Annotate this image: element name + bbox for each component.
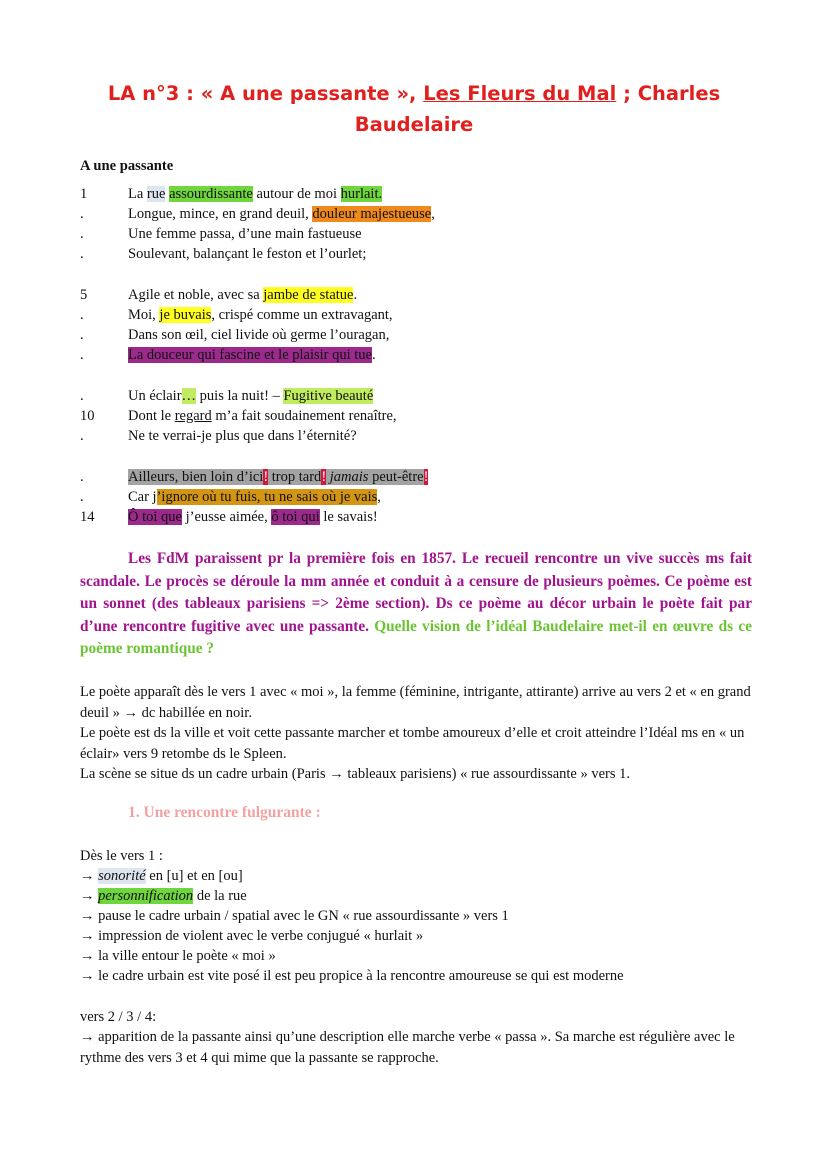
paragraph-3: La scène se situe ds un cadre urbain (Paris → tableaux parisiens) « rue assourdissante » vers 1. <box>80 766 631 782</box>
text-segment: Une femme passa, d’une main fastueuse <box>128 226 362 242</box>
text-segment: , <box>377 489 381 505</box>
highlighted-segment: rue <box>146 186 166 202</box>
bullet-violent: → impression de violent avec le verbe conjugué « hurlait » <box>80 928 424 944</box>
bullet-sonorite <box>80 866 770 887</box>
line-number: 5 <box>80 287 88 303</box>
bullet-personnification <box>80 886 770 907</box>
line-number: 10 <box>80 408 95 424</box>
highlighted-segment: ! <box>263 469 269 485</box>
line-text <box>128 345 376 365</box>
title-book: Les Fleurs du Mal <box>423 82 617 105</box>
title-part1: LA n°3 : « A une passante », <box>107 82 424 105</box>
poem-line <box>80 467 780 487</box>
highlighted-segment: Ô toi que <box>128 509 182 525</box>
intro-text: Les FdM paraissent pr la première fois en 1857. Le recueil rencontre un vive succès ms fait scandale. Le procès se déroule la mm année et conduit à a censure de plusieurs poèmes. Ce poème est un sonnet (des tableaux parisiens => 2ème section). Ds ce poème au décor urbain le poète fait par d’une rencontre fugitive avec une passante. <box>80 550 752 635</box>
section-title: 1. Une rencontre fulgurante : <box>128 804 321 821</box>
text-segment: Dont le <box>128 408 175 424</box>
highlighted-segment: assourdissante <box>169 186 253 202</box>
line-text <box>128 285 357 305</box>
text-segment: j’eusse aimée, <box>181 509 272 525</box>
line-number: . <box>80 246 84 262</box>
text-segment: m’a fait soudainement renaître, <box>211 408 397 424</box>
line-text <box>128 305 393 325</box>
highlighted-segment: … <box>181 388 197 404</box>
text-segment: Agile et noble, avec sa <box>128 287 264 303</box>
line-number: . <box>80 469 84 485</box>
highlighted-segment: hurlait. <box>340 186 383 202</box>
line-number: . <box>80 327 84 343</box>
highlighted-segment: La douceur qui fascine et le plaisir qui tue <box>128 347 372 363</box>
highlighted-segment: Ailleurs, bien loin d’ici <box>128 469 264 485</box>
poem-line <box>80 487 780 507</box>
term-sonorite: sonorité <box>98 868 146 884</box>
line-text <box>128 426 357 446</box>
line-text <box>128 244 366 264</box>
text-segment: autour de moi <box>252 186 341 202</box>
vers-label: vers 2 / 3 / 4: <box>80 1009 157 1025</box>
poem-line <box>80 325 780 345</box>
line-number: . <box>80 489 84 505</box>
text-segment: le savais! <box>319 509 378 525</box>
line-text <box>128 386 373 406</box>
problematique: Quelle vision de l’idéal Baudelaire met-il en œuvre ds ce poème romantique ? <box>80 617 752 657</box>
text-segment: Ne te verrai-je plus que dans l’éternité? <box>128 428 357 444</box>
term-personnification: personnification <box>98 888 194 904</box>
bullet-text: de la rue <box>193 888 247 904</box>
line-number: . <box>80 388 84 404</box>
poem-line <box>80 204 780 224</box>
highlighted-segment: ! <box>321 469 327 485</box>
poem-line <box>80 426 780 446</box>
highlighted-segment: douleur majestueuse <box>312 206 432 222</box>
poem-line <box>80 244 780 264</box>
title-part2: ; Charles Baudelaire <box>354 82 721 136</box>
vers-analysis: → apparition de la passante ainsi qu’une description elle marche verbe « passa ». Sa marche est régulière avec le rythme des vers 3 et 4 qui mime que la passante se rapproche. <box>80 1029 735 1066</box>
line-number: . <box>80 206 84 222</box>
line-text <box>128 184 382 204</box>
text-segment: Moi, <box>128 307 160 323</box>
highlighted-segment: peut-être <box>368 469 424 485</box>
highlighted-segment: ô toi qui <box>271 509 320 525</box>
highlighted-segment: regard <box>174 408 212 424</box>
poem-line <box>80 406 780 426</box>
line-text <box>128 467 428 487</box>
intro-paragraph <box>80 548 752 661</box>
poem-line <box>80 224 780 244</box>
line-text <box>128 325 389 345</box>
text-segment: Un éclair <box>128 388 182 404</box>
section-intro: Dès le vers 1 : <box>80 848 163 864</box>
highlighted-segment: jamais <box>329 469 369 485</box>
arrow: → <box>80 888 99 904</box>
poem-line <box>80 305 780 325</box>
poem-title: A une passante <box>80 158 174 174</box>
line-number: . <box>80 347 84 363</box>
line-number: . <box>80 307 84 323</box>
line-text <box>128 406 397 426</box>
text-segment: La <box>128 186 147 202</box>
poem-line <box>80 386 780 406</box>
text-segment: Dans son œil, ciel livide où germe l’ouragan, <box>128 327 390 343</box>
line-number: . <box>80 428 84 444</box>
bullet-cadre: → pause le cadre urbain / spatial avec le GN « rue assourdissante » vers 1 <box>80 908 509 924</box>
text-segment: . <box>353 287 358 303</box>
paragraph-2: Le poète est ds la ville et voit cette passante marcher et tombe amoureux d’elle et croit atteindre l’Idéal ms en « un éclair» vers 9 retombe ds le Spleen. <box>80 725 745 762</box>
line-text <box>128 204 435 224</box>
text-segment: , crispé comme un extravagant, <box>211 307 393 323</box>
highlighted-segment: jambe de statue <box>263 287 354 303</box>
document-title <box>60 78 768 140</box>
poem-line <box>80 285 780 305</box>
text-segment: Longue, mince, en grand deuil, <box>128 206 313 222</box>
highlighted-segment: trop tard <box>268 469 322 485</box>
text-segment: . <box>372 347 376 363</box>
line-number: 14 <box>80 509 95 525</box>
text-segment: Car j <box>128 489 157 505</box>
highlighted-segment: Fugitive beauté <box>283 388 374 404</box>
highlighted-segment: ! <box>423 469 429 485</box>
arrow: → <box>80 868 99 884</box>
text-segment: , <box>431 206 435 222</box>
line-text <box>128 507 378 527</box>
line-text <box>128 224 362 244</box>
poem-line <box>80 507 780 527</box>
bullet-ville: → la ville entour le poète « moi » <box>80 948 276 964</box>
line-text <box>128 487 381 507</box>
bullet-text: en [u] et en [ou] <box>145 868 243 884</box>
line-number: 1 <box>80 186 88 202</box>
bullet-moderne: → le cadre urbain est vite posé il est peu propice à la rencontre amoureuse se qui est moderne <box>80 968 624 984</box>
paragraph-1: Le poète apparaît dès le vers 1 avec « moi », la femme (féminine, intrigante, attirante) arrive au vers 2 et « en grand deuil » → dc habillée en noir. <box>80 684 751 721</box>
poem-line <box>80 184 780 204</box>
text-segment: Soulevant, balançant le feston et l’ourlet; <box>128 246 367 262</box>
highlighted-segment: je buvais <box>159 307 212 323</box>
line-number: . <box>80 226 84 242</box>
highlighted-segment: ’ignore où tu fuis, tu ne sais où je vais <box>156 489 378 505</box>
text-segment: puis la nuit! – <box>196 388 284 404</box>
poem-line <box>80 345 780 365</box>
